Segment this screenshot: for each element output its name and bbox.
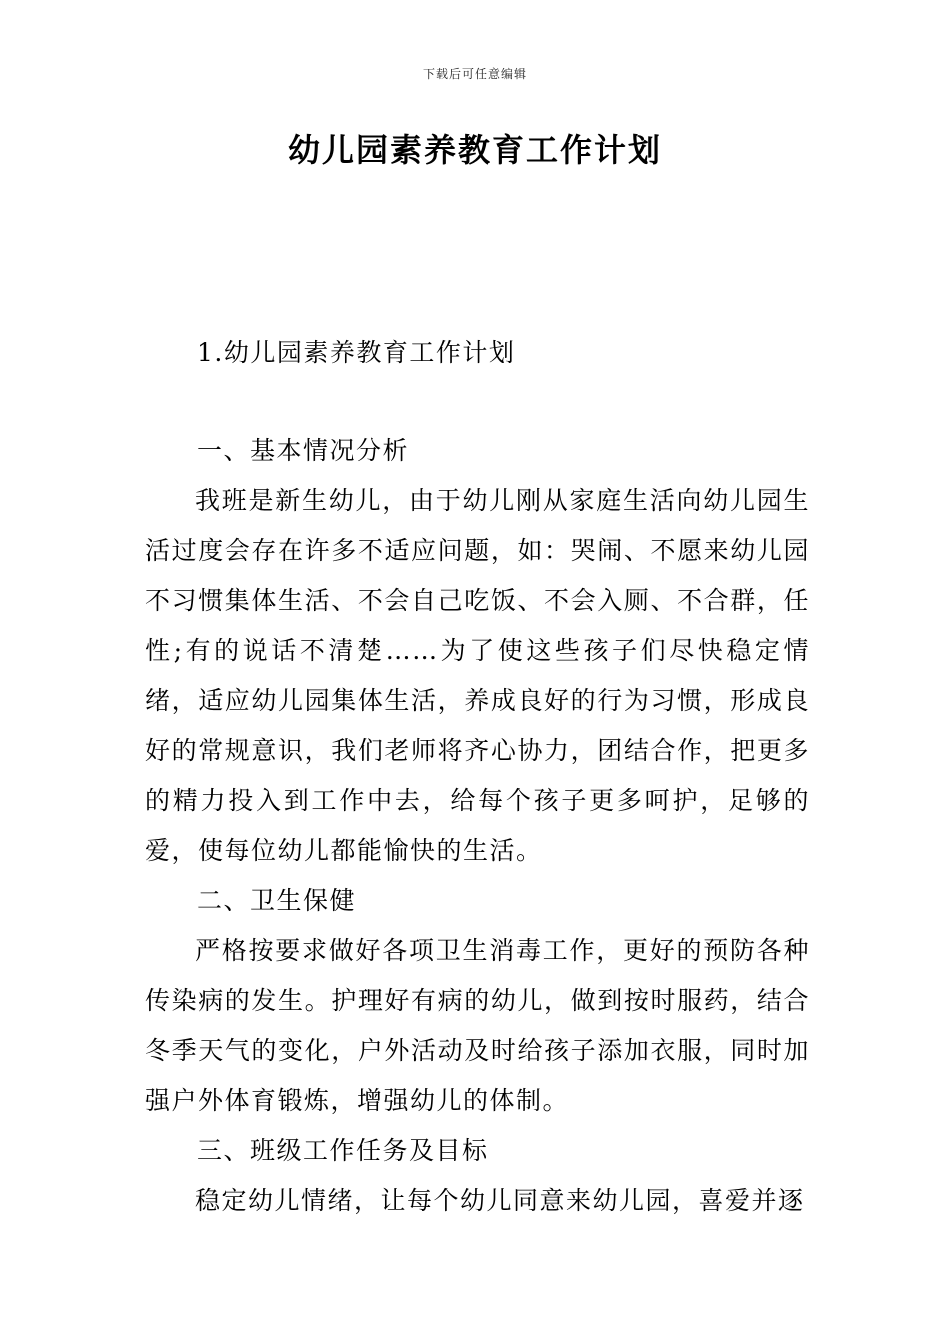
section-paragraph-2: 严格按要求做好各项卫生消毒工作，更好的预防各种传染病的发生。护理好有病的幼儿，做到按时服药，结合冬季天气的变化，户外活动及时给孩子添加衣服，同时加强户外体育锻炼，增强幼儿的体制。 — [145, 936, 810, 1115]
spacer — [145, 378, 810, 426]
header-note: 下载后可任意编辑 — [422, 67, 527, 81]
document-title: 幼儿园素养教育工作计划 — [287, 131, 662, 169]
section-paragraph-3: 稳定幼儿情绪，让每个幼儿同意来幼儿园，喜爱并逐 — [195, 1186, 805, 1215]
section-heading-3: 三、班级工作任务及目标 — [197, 1136, 489, 1165]
section-paragraph-1: 我班是新生幼儿，由于幼儿刚从家庭生活向幼儿园生活过度会存在许多不适应问题，如：哭闹、不愿来幼儿园不习惯集体生活、不会自己吃饭、不会入厕、不合群，任性;有的说话不清楚……为了使这些孩子们尽快稳定情绪，适应幼儿园集体生活，养成良好的行为习惯，形成良好的常规意识，我们老师将齐心协力，团结合作，把更多的精力投入到工作中去，给每个孩子更多呵护，足够的爱，使每位幼儿都能愉快的生活。 — [145, 486, 810, 865]
section-heading-2: 二、卫生保健 — [197, 886, 357, 915]
document-body — [145, 328, 810, 1226]
section-heading-1: 一、基本情况分析 — [197, 436, 410, 465]
document-subtitle: 1.幼儿园素养教育工作计划 — [197, 338, 516, 367]
